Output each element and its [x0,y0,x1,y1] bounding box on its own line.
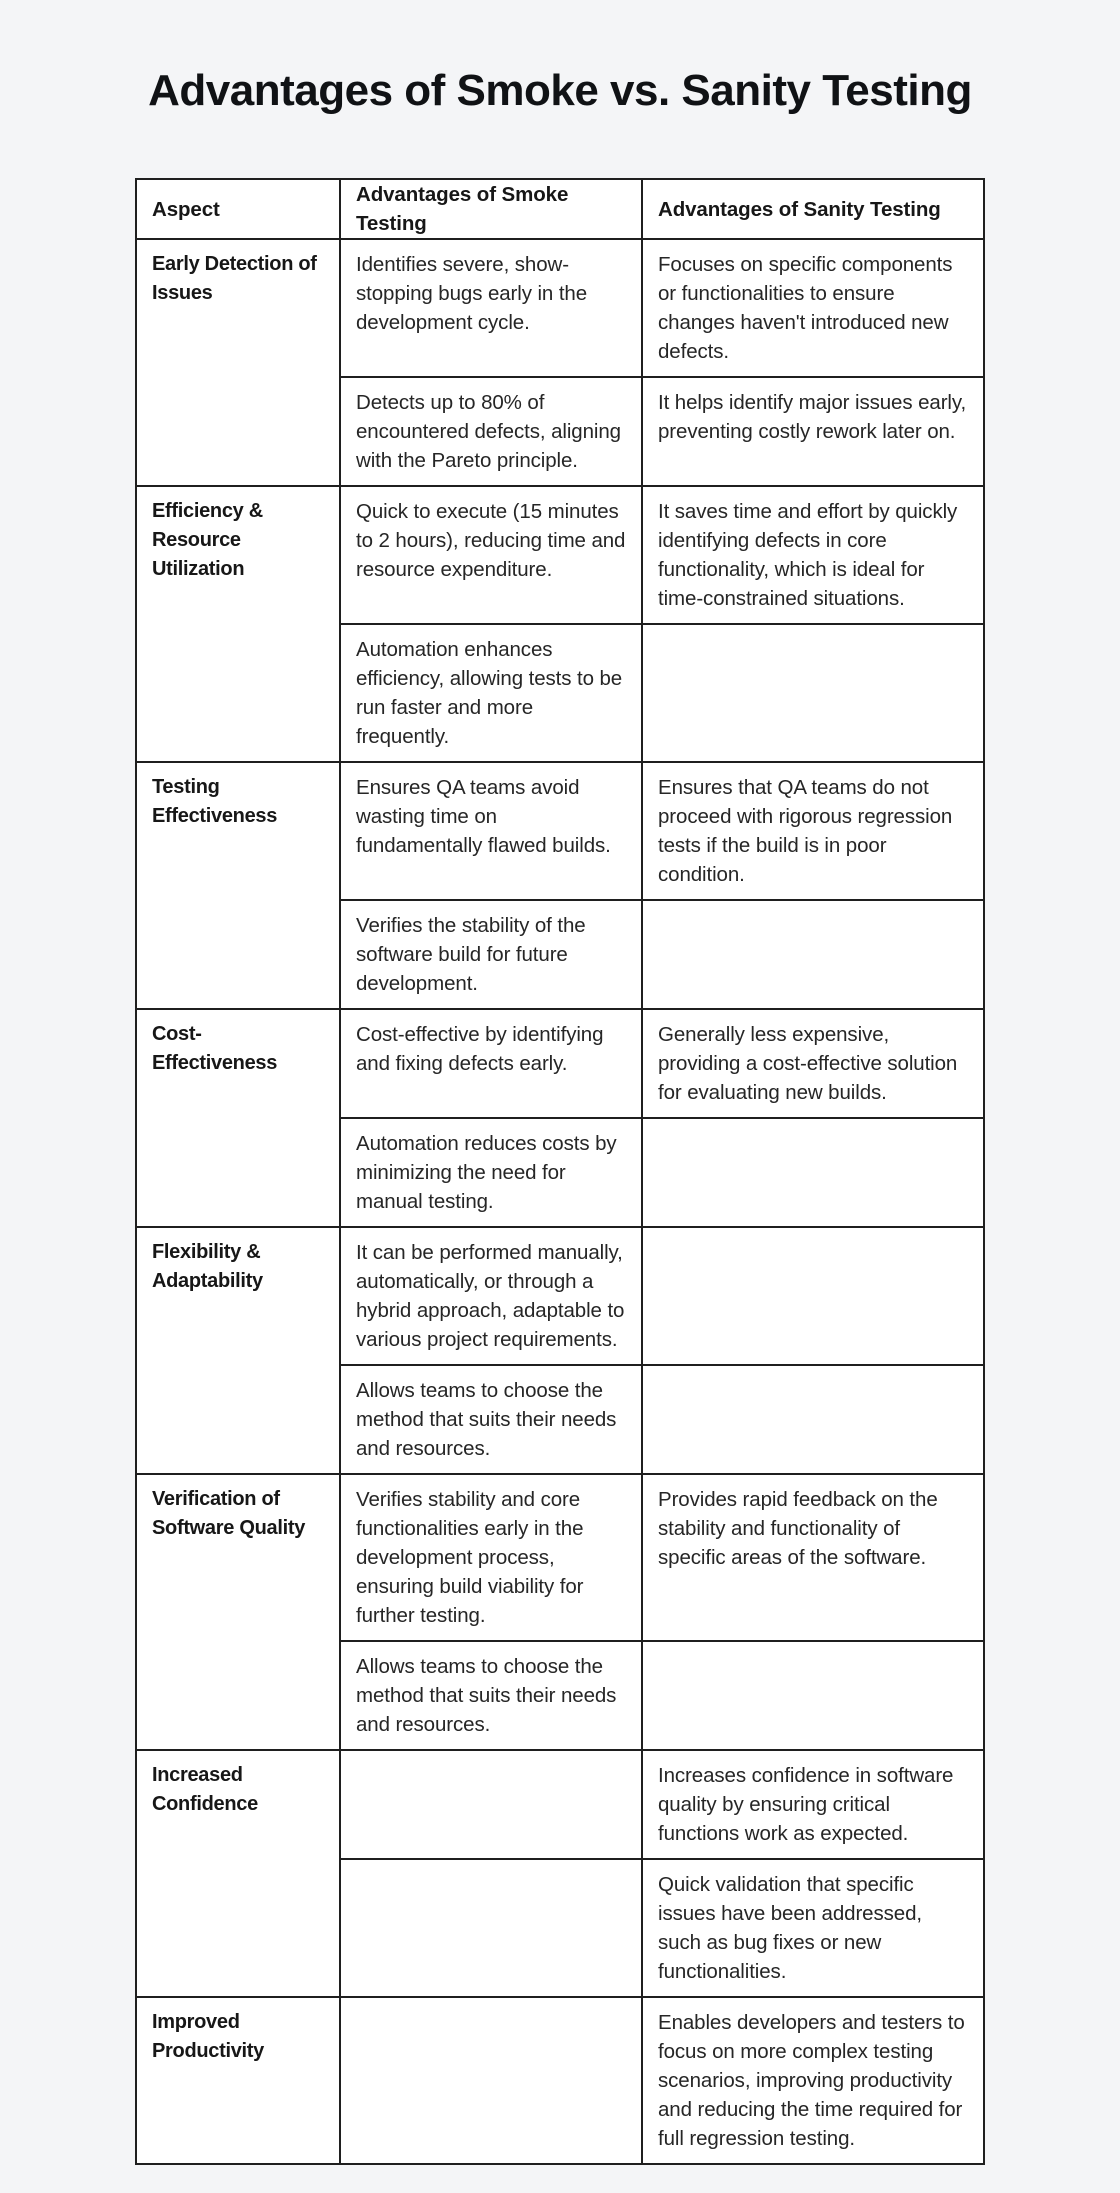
aspect-cell-early-detection: Early Detection of Issues [136,239,340,486]
smoke-cell: Allows teams to choose the method that suits their needs and resources. [340,1365,642,1474]
table-row [136,239,984,377]
table-row [136,1009,984,1118]
sanity-cell [642,624,984,762]
table-row [136,1474,984,1641]
table-row [136,1750,984,1859]
smoke-cell: Ensures QA teams avoid wasting time on fundamentally flawed builds. [340,762,642,900]
header-aspect: Aspect [136,179,340,239]
aspect-cell-testing-effectiveness: Testing Effectiveness [136,762,340,1009]
smoke-cell: Verifies the stability of the software build for future development. [340,900,642,1009]
sanity-cell [642,1118,984,1227]
header-smoke-testing: Advantages of Smoke Testing [340,179,642,239]
header-sanity-testing: Advantages of Sanity Testing [642,179,984,239]
sanity-cell [642,1227,984,1365]
aspect-cell-efficiency: Efficiency & Resource Utilization [136,486,340,762]
smoke-cell: Detects up to 80% of encountered defects, aligning with the Pareto principle. [340,377,642,486]
sanity-cell [642,900,984,1009]
sanity-cell: It saves time and effort by quickly identifying defects in core functionality, which is ideal for time-constrained situations. [642,486,984,624]
aspect-cell-verification: Verification of Software Quality [136,1474,340,1750]
smoke-cell: Automation reduces costs by minimizing the need for manual testing. [340,1118,642,1227]
comparison-table [135,178,985,2165]
table-row [136,1997,984,2164]
smoke-cell: Cost-effective by identifying and fixing defects early. [340,1009,642,1118]
sanity-cell: It helps identify major issues early, preventing costly rework later on. [642,377,984,486]
table-row [136,486,984,624]
aspect-cell-increased-confidence: Increased Confidence [136,1750,340,1997]
sanity-cell: Generally less expensive, providing a cost-effective solution for evaluating new builds. [642,1009,984,1118]
sanity-cell [642,1641,984,1750]
aspect-cell-flexibility: Flexibility & Adaptability [136,1227,340,1474]
smoke-cell: Automation enhances efficiency, allowing tests to be run faster and more frequently. [340,624,642,762]
sanity-cell: Increases confidence in software quality by ensuring critical functions work as expected. [642,1750,984,1859]
sanity-cell: Provides rapid feedback on the stability and functionality of specific areas of the software. [642,1474,984,1641]
sanity-cell: Enables developers and testers to focus on more complex testing scenarios, improving productivity and reducing the time required for full regression testing. [642,1997,984,2164]
table-row [136,1227,984,1365]
sanity-cell: Focuses on specific components or functionalities to ensure changes haven't introduced new defects. [642,239,984,377]
smoke-cell: It can be performed manually, automatically, or through a hybrid approach, adaptable to various project requirements. [340,1227,642,1365]
smoke-cell: Identifies severe, show-stopping bugs early in the development cycle. [340,239,642,377]
smoke-cell: Allows teams to choose the method that suits their needs and resources. [340,1641,642,1750]
sanity-cell: Ensures that QA teams do not proceed with rigorous regression tests if the build is in poor condition. [642,762,984,900]
page-title: Advantages of Smoke vs. Sanity Testing [148,66,972,115]
smoke-cell: Quick to execute (15 minutes to 2 hours), reducing time and resource expenditure. [340,486,642,624]
smoke-cell: Verifies stability and core functionalities early in the development process, ensuring build viability for further testing. [340,1474,642,1641]
aspect-cell-cost-effectiveness: Cost-Effectiveness [136,1009,340,1227]
table-header [136,179,984,239]
smoke-cell [340,1997,642,2164]
table-row [136,762,984,900]
aspect-cell-improved-productivity: Improved Productivity [136,1997,340,2164]
smoke-cell [340,1750,642,1859]
sanity-cell: Quick validation that specific issues have been addressed, such as bug fixes or new functionalities. [642,1859,984,1997]
sanity-cell [642,1365,984,1474]
smoke-cell [340,1859,642,1997]
header-row [136,179,984,239]
